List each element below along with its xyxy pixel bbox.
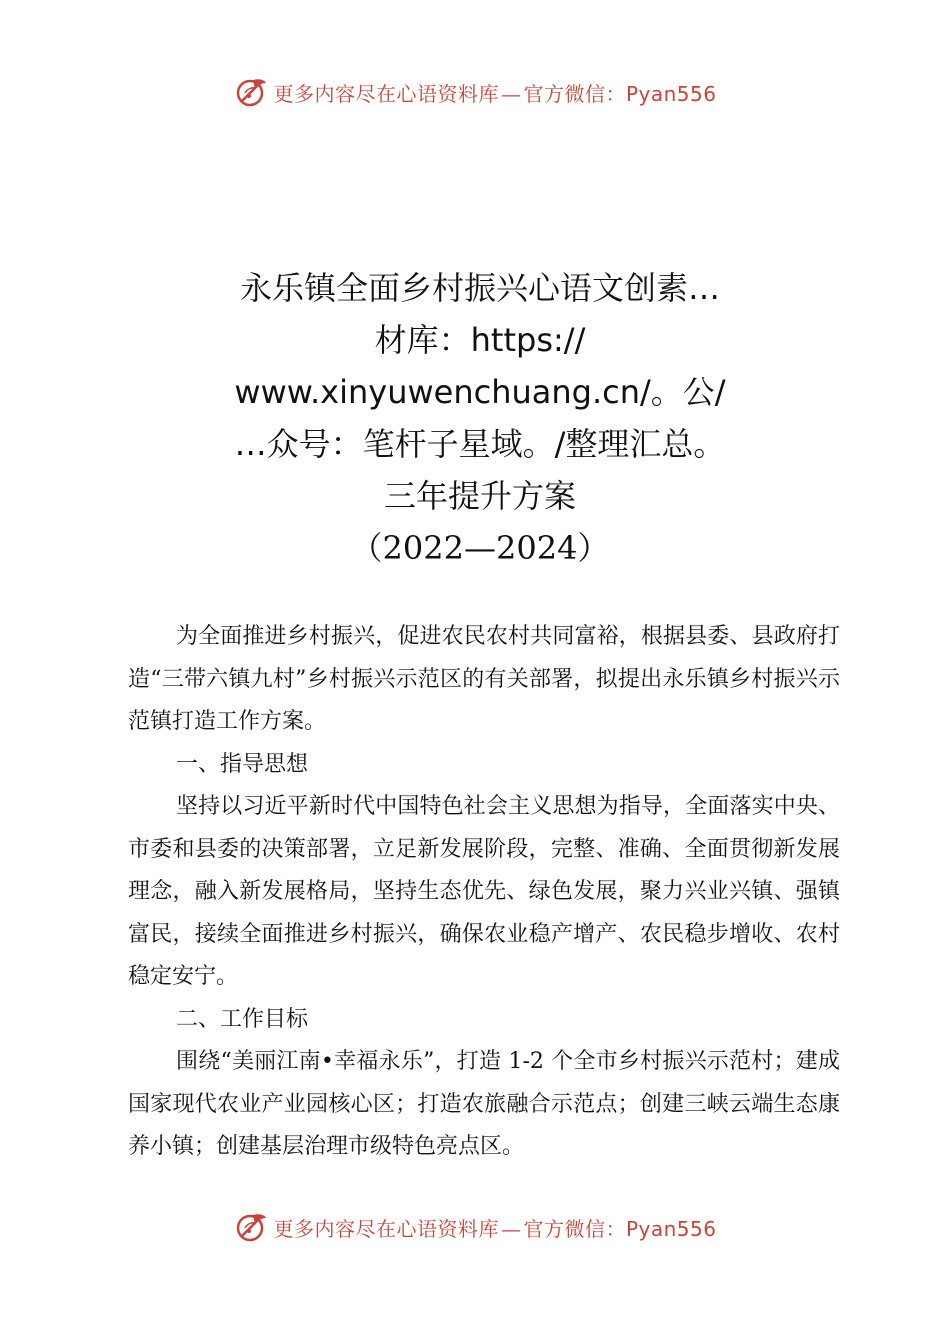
banner-text	[273, 78, 716, 107]
banner-text	[273, 1213, 716, 1242]
footer-banner	[0, 1205, 950, 1249]
section-heading-guiding-ideology: 一、指导思想	[176, 751, 309, 777]
title-line-2: 材库：https://	[374, 321, 586, 359]
header-banner	[0, 70, 950, 114]
title-year-range: （2022—2024）	[350, 529, 610, 567]
document-title	[120, 262, 840, 574]
title-line-1: 永乐镇全面乡村振兴心语文创素…	[239, 269, 720, 307]
title-line-5: 三年提升方案	[383, 477, 576, 515]
section-heading-work-goals: 二、工作目标	[176, 1006, 309, 1032]
quill-seal-icon	[233, 74, 269, 110]
title-line-3: www.xinyuwenchuang.cn/。公/	[234, 373, 726, 411]
work-goals-paragraph: 围绕“美丽江南•幸福永乐”，打造 1-2 个全市乡村振兴示范村；建成国家现代农业产业园核心区；打造农旅融合示范点；创建三峡云端生态康养小镇；创建基层治理市级特色亮点区。	[128, 1049, 840, 1159]
banner-wechat-handle: 官方微信：Pyan556	[523, 1216, 717, 1241]
quill-seal-icon	[233, 1209, 269, 1245]
banner-library-text: 更多内容尽在心语资料库	[273, 1216, 499, 1241]
banner-separator: —	[500, 1216, 522, 1241]
banner-separator: —	[500, 81, 522, 106]
document-body	[128, 616, 840, 1169]
guiding-ideology-paragraph: 坚持以习近平新时代中国特色社会主义思想为指导，全面落实中央、市委和县委的决策部署，立足新发展阶段，完整、准确、全面贯彻新发展理念，融入新发展格局，坚持生态优先、绿色发展，聚力兴业兴镇、强镇富民，接续全面推进乡村振兴，确保农业稳产增产、农民稳步增收、农村稳定安宁。	[128, 794, 840, 989]
title-line-4: …众号：笔杆子星域。/整理汇总。	[234, 425, 726, 463]
banner-wechat-handle: 官方微信：Pyan556	[523, 81, 717, 106]
intro-paragraph: 为全面推进乡村振兴，促进农民农村共同富裕，根据县委、县政府打造“三带六镇九村”乡村振兴示范区的有关部署，拟提出永乐镇乡村振兴示范镇打造工作方案。	[128, 624, 840, 734]
banner-library-text: 更多内容尽在心语资料库	[273, 81, 499, 106]
